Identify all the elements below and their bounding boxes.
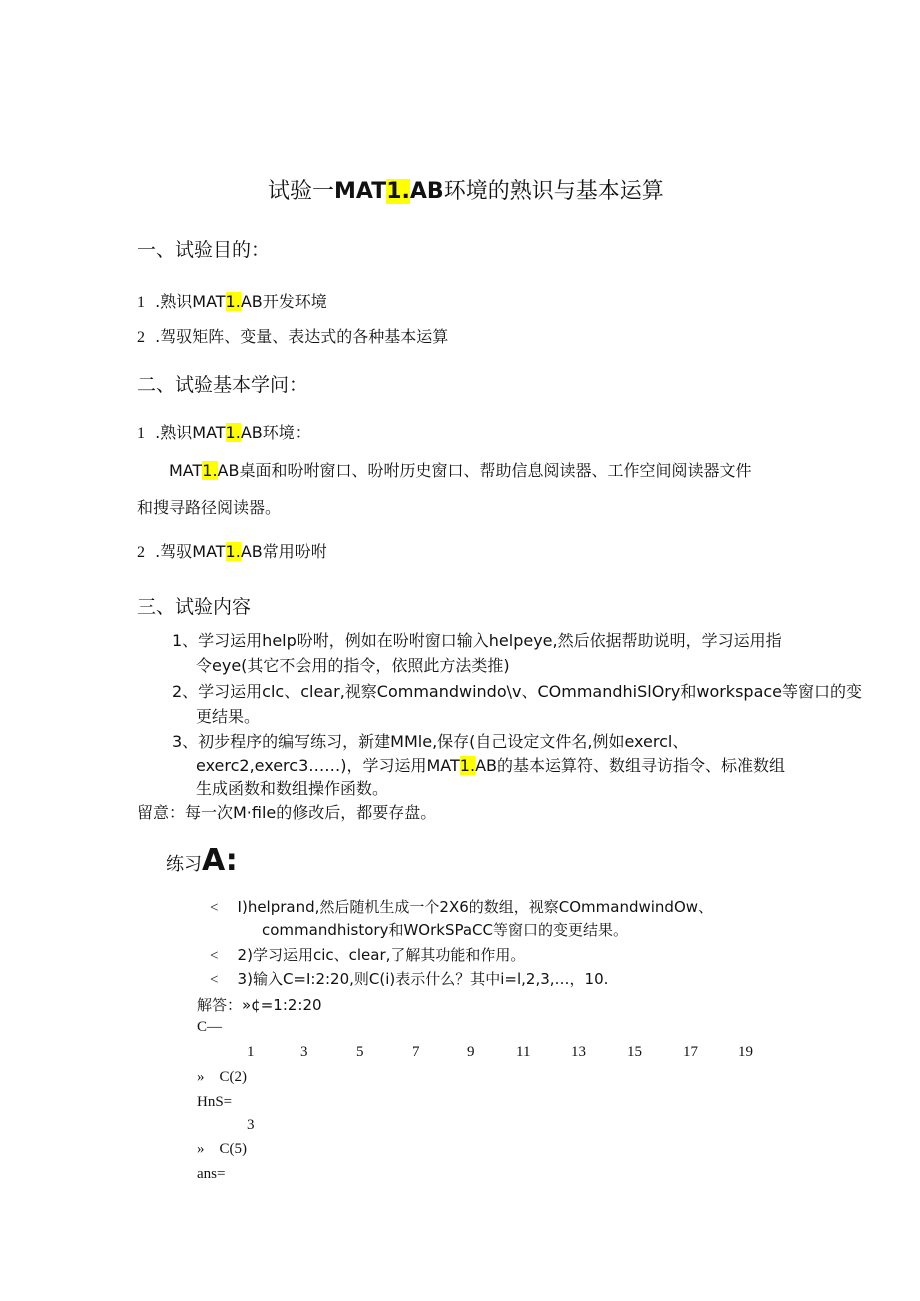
answer-2-label: ans= bbox=[197, 1166, 226, 1182]
s3-item-1-line-2: 令eye(其它不会用的指令，依照此方法类推) bbox=[196, 656, 510, 675]
c-output-label: C— bbox=[197, 1019, 223, 1035]
exercise-heading: 练习A: bbox=[166, 843, 238, 878]
c-value: 11 bbox=[516, 1044, 531, 1060]
c-value: 9 bbox=[467, 1044, 475, 1060]
s1-item-1: 1 .熟识MAT1.AB开发环境 bbox=[137, 292, 327, 311]
s2-paragraph-line-2: 和搜寻路径阅读器。 bbox=[137, 498, 282, 517]
section-1-heading: 一、试验目的： bbox=[137, 239, 271, 261]
exercise-q3: < 3)输入C=I:2:20,则C(i)表示什么？其中i=l,2,3,…，10. bbox=[210, 970, 609, 988]
exercise-q1-line-1: < I)helprand,然后随机生成一个2X6的数组，视察COmmandwindOw、 bbox=[210, 898, 714, 916]
s2-paragraph-line-1: MAT1.AB桌面和吩咐窗口、吩咐历史窗口、帮助信息阅读器、工作空间阅读器文件 bbox=[169, 461, 752, 480]
s3-item-3-line-3: 生成函数和数组操作函数。 bbox=[196, 779, 389, 798]
exercise-q1-line-2: commandhistory和WOrkSPaCC等窗口的变更结果。 bbox=[262, 921, 628, 939]
c-value: 3 bbox=[300, 1044, 308, 1060]
s3-item-1-line-1: 1、学习运用help吩咐，例如在吩咐窗口输入helpeye,然后依据帮助说明，学习运用指 bbox=[172, 631, 782, 650]
note: 留意：每一次M·file的修改后，都要存盘。 bbox=[137, 803, 437, 822]
s2-item-2: 2 .驾驭MAT1.AB常用吩咐 bbox=[137, 542, 327, 561]
command-line-2: » C(5) bbox=[197, 1141, 247, 1157]
command-line-1: » C(2) bbox=[197, 1069, 247, 1085]
section-3-heading: 三、试验内容 bbox=[137, 596, 252, 618]
c-value: 15 bbox=[627, 1044, 642, 1060]
s3-item-2-line-1: 2、学习运用clc、clear,视察Commandwindo\v、COmmandhiSlOry和workspace等窗口的变 bbox=[172, 682, 863, 701]
s1-item-2: 2 .驾驭矩阵、变量、表达式的各种基本运算 bbox=[137, 327, 449, 346]
s3-item-2-line-2: 更结果。 bbox=[196, 707, 261, 726]
answer-1-label: HnS= bbox=[197, 1094, 233, 1110]
exercise-q2: < 2)学习运用cic、clear,了解其功能和作用。 bbox=[210, 946, 526, 964]
c-value: 17 bbox=[683, 1044, 698, 1060]
answer-line: 解答：»¢=1:2:20 bbox=[197, 996, 322, 1014]
c-value: 5 bbox=[356, 1044, 364, 1060]
section-2-heading: 二、试验基本学问： bbox=[137, 374, 309, 396]
s3-item-3-line-1: 3、初步程序的编写练习，新建MMle,保存(自己设定文件名,例如exercl、 bbox=[172, 732, 689, 751]
c-value: 13 bbox=[571, 1044, 586, 1060]
c-value: 19 bbox=[738, 1044, 753, 1060]
c-value: 1 bbox=[247, 1044, 255, 1060]
answer-1-value: 3 bbox=[247, 1117, 255, 1133]
s3-item-3-line-2: exerc2,exerc3……)，学习运用MAT1.AB的基本运算符、数组寻访指令、标准数组 bbox=[196, 756, 785, 775]
s2-item-1: 1 .熟识MAT1.AB环境： bbox=[137, 423, 311, 442]
c-value: 7 bbox=[412, 1044, 420, 1060]
page-title: 试验一MAT1.AB环境的熟识与基本运算 bbox=[268, 179, 664, 204]
